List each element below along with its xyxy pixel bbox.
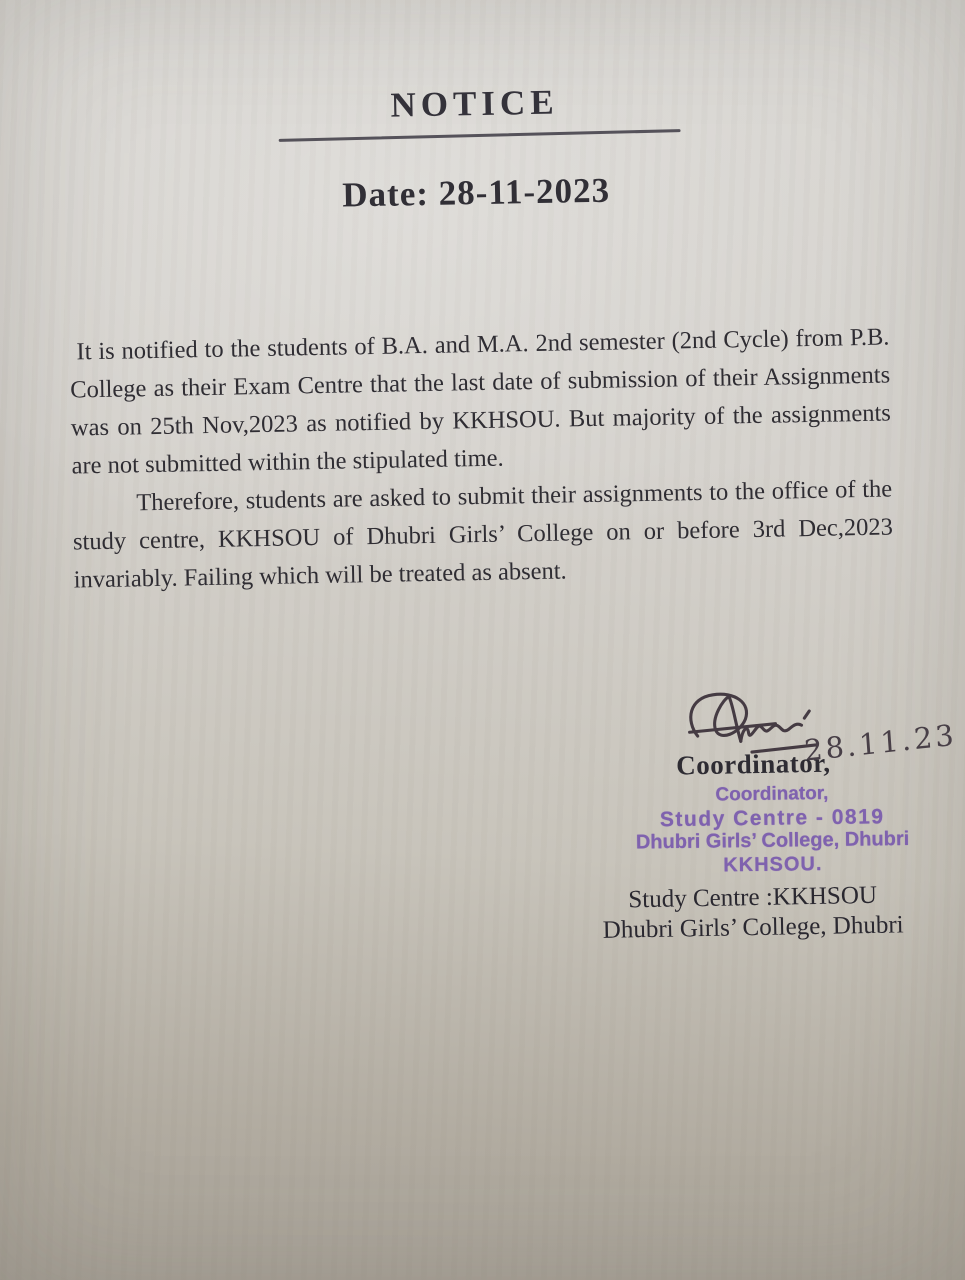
handwritten-date: 28.11.23 — [803, 717, 958, 768]
date-line: Date: 28-11-2023 — [341, 170, 611, 215]
paragraph-1: It is notified to the students of B.A. and M.A. 2nd semester (2nd Cycle) from P.B. College as their Exam Centre that the last date of submission of their Assignments was on 25th Nov,2023 as notified by KKHSOU. But majority of the assignments are not submitted within the stipulated time. — [69, 323, 892, 480]
signatory-title: Coordinator, — [675, 747, 831, 781]
college-line: Dhubri Girls’ College, Dhubri — [602, 910, 904, 944]
title-underline — [279, 129, 681, 142]
office-stamp — [617, 781, 928, 879]
study-centre-line: Study Centre :KKHSOU — [628, 881, 878, 914]
study-centre-block — [584, 880, 921, 945]
stamp-line-kkhsou: KKHSOU. — [723, 852, 823, 876]
paragraph-2: Therefore, students are asked to submit their assignments to the office of the study centre, KKHSOU of Dhubri Girls’ College on or before 3rd Dec,2023 invariably. Failing which will be treated as absent. — [72, 475, 894, 594]
notice-title: NOTICE — [390, 82, 559, 125]
notice-body — [69, 319, 894, 600]
stamp-line-study-centre: Study Centre - 0819 — [659, 804, 885, 831]
stamp-line-college: Dhubri Girls’ College, Dhubri — [635, 827, 910, 854]
stamp-line-coordinator: Coordinator, — [715, 783, 829, 806]
